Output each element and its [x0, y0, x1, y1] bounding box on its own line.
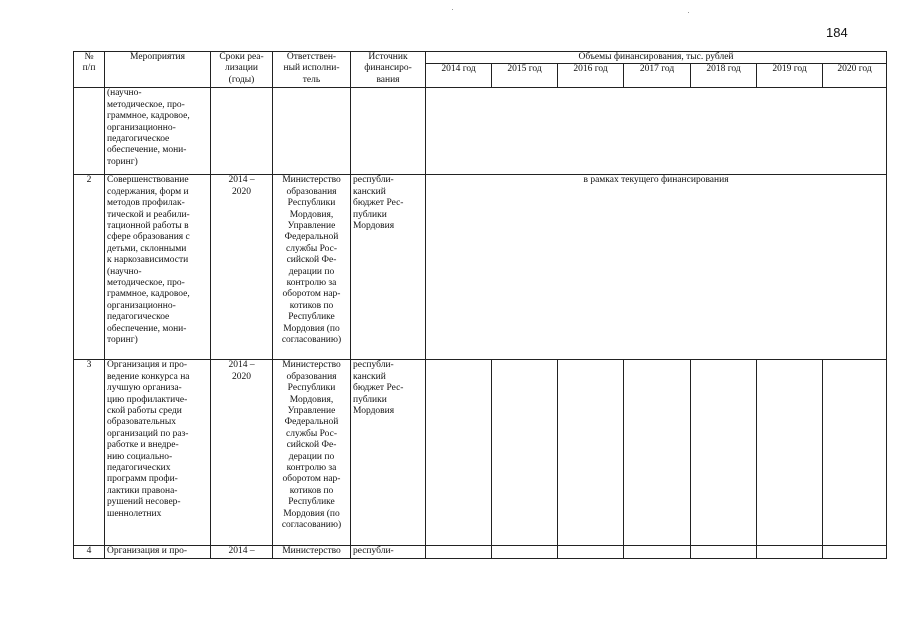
header-number: № п/п [74, 52, 105, 88]
table-row [74, 360, 887, 546]
row-funding-cell [757, 360, 823, 546]
row-number: 4 [74, 546, 105, 559]
row-funding-cell [691, 546, 757, 559]
row-funding-cell [426, 546, 492, 559]
row-terms [211, 88, 273, 175]
row-responsible: Министерство [273, 546, 351, 559]
header-responsible: Ответствен- ный исполни- тель [273, 52, 351, 88]
row-funding-note: в рамках текущего финансирования [426, 175, 887, 360]
row-number: 2 [74, 175, 105, 360]
table-row [74, 546, 887, 559]
row-responsible: Министерство образования Республики Мордовия, Управление Федеральной службы Рос- сийской Фе- дерации по контролю за оборотом нар- котиков по Республике Мордовия (по согласованию) [273, 175, 351, 360]
header-terms: Сроки реа- лизации (годы) [211, 52, 273, 88]
row-number [74, 88, 105, 175]
row-funding-cell [624, 360, 691, 546]
row-responsible [273, 88, 351, 175]
header-year: 2017 год [624, 64, 691, 88]
row-funding-cell [492, 360, 558, 546]
funding-plan-table [73, 51, 887, 559]
row-terms: 2014 – 2020 [211, 360, 273, 546]
row-funding-cell [426, 360, 492, 546]
row-activity: Организация и про- [105, 546, 211, 559]
row-source [351, 88, 426, 175]
row-funding-cell [757, 546, 823, 559]
header-year: 2015 год [492, 64, 558, 88]
row-activity: Организация и про- ведение конкурса на лучшую организа- цию профилактиче- ской работы среди образовательных организаций по раз- работке и внедре- нию социально- педагогических программ профи- лактики правона- рушений несовер- шеннолетних [105, 360, 211, 546]
row-source: республи- канский бюджет Рес- публики Мордовия [351, 360, 426, 546]
row-activity: (научно- методическое, про- граммное, кадровое, организационно- педагогическое обеспечение, мони- торинг) [105, 88, 211, 175]
row-funding-cell [558, 360, 624, 546]
scan-speck [688, 12, 689, 13]
row-terms: 2014 – 2020 [211, 175, 273, 360]
header-year: 2019 год [757, 64, 823, 88]
table-row [74, 175, 887, 360]
table-row [74, 88, 887, 175]
page-number: 184 [826, 25, 848, 40]
row-funding-cell [823, 360, 887, 546]
row-source: республи- [351, 546, 426, 559]
header-activity: Мероприятия [105, 52, 211, 88]
row-terms: 2014 – [211, 546, 273, 559]
row-number: 3 [74, 360, 105, 546]
row-funding-cell [558, 546, 624, 559]
header-year: 2014 год [426, 64, 492, 88]
row-funding-cell [624, 546, 691, 559]
header-year: 2020 год [823, 64, 887, 88]
header-source: Источник финансиро- вания [351, 52, 426, 88]
header-year: 2018 год [691, 64, 757, 88]
scan-speck [452, 9, 453, 10]
row-responsible: Министерство образования Республики Мордовия, Управление Федеральной службы Рос- сийской Фе- дерации по контролю за оборотом нар- котиков по Республике Мордовия (по согласованию) [273, 360, 351, 546]
row-source: республи- канский бюджет Рес- публики Мордовия [351, 175, 426, 360]
row-activity: Совершенствование содержания, форм и методов профилак- тической и реабили- тационной работы в сфере образования с детьми, склонными к наркозависимости (научно- методическое, про- граммное, кадровое, организационно- педагогическое обеспечение, мони- торинг) [105, 175, 211, 360]
header-funding: Объемы финансирования, тыс. рублей [426, 52, 887, 64]
row-funding-cell [823, 546, 887, 559]
row-funding-cell [492, 546, 558, 559]
header-year: 2016 год [558, 64, 624, 88]
row-funding [426, 88, 887, 175]
row-funding-cell [691, 360, 757, 546]
